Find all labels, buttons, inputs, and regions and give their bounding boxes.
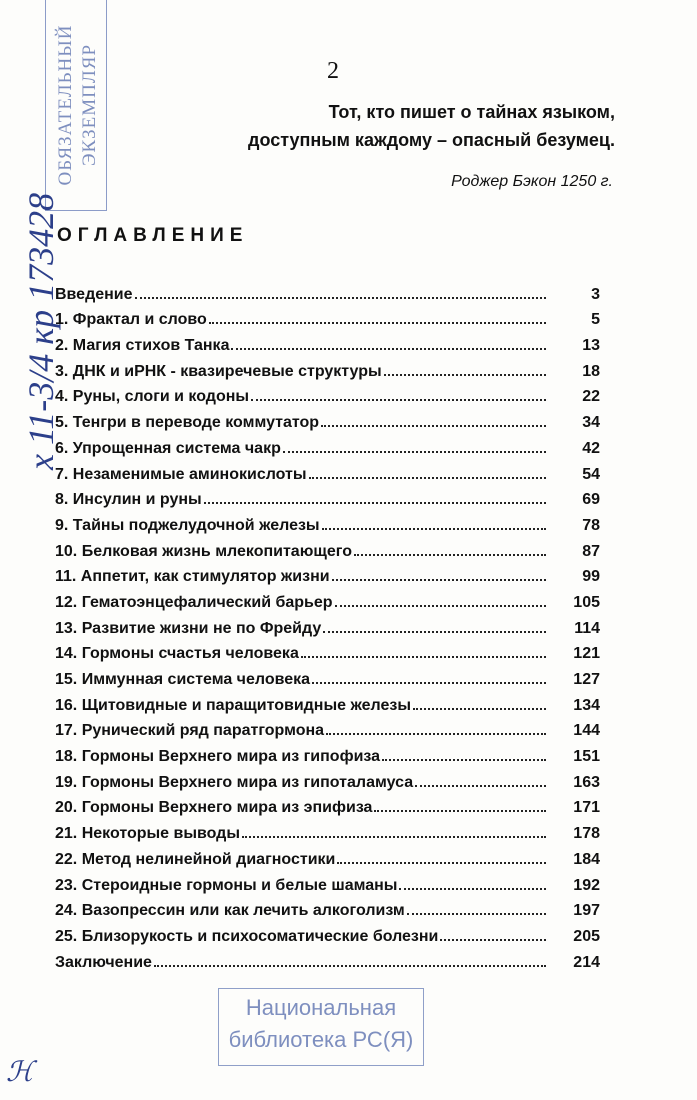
toc-entry-page: 18 [582, 362, 600, 380]
toc-entry-title: 22. Метод нелинейной диагностики [55, 850, 336, 868]
toc-entry-title: 19. Гормоны Верхнего мира из гипоталамуса [55, 773, 414, 791]
toc-entry [55, 458, 600, 484]
toc-dot-leader [384, 374, 546, 376]
toc-entry-title: 24. Вазопрессин или как лечить алкоголизм [55, 902, 405, 920]
library-stamp [218, 988, 424, 1066]
toc-entry-title: 13. Развитие жизни не по Фрейду [55, 619, 322, 637]
toc-entry [55, 509, 600, 535]
stamp-line-1: ОБЯЗАТЕЛЬНЫЙ [55, 24, 76, 186]
toc-entry-title: 8. Инсулин и руны [55, 491, 202, 509]
toc-entry-page: 178 [573, 825, 600, 843]
toc-dot-leader [335, 605, 546, 607]
toc-entry-page: 69 [582, 491, 600, 509]
toc-dot-leader [407, 913, 546, 915]
toc-entry-title: 1. Фрактал и слово [55, 311, 207, 329]
toc-entry-title: 5. Тенгри в переводе коммутатор [55, 414, 320, 432]
toc-entry-title: 21. Некоторые выводы [55, 825, 240, 843]
toc-entry-page: 127 [573, 671, 600, 688]
toc-entry-page: 99 [582, 568, 600, 586]
toc-entry [55, 792, 600, 818]
toc-entry [55, 355, 600, 381]
toc-entry [55, 304, 600, 330]
toc-entry-page: 214 [573, 953, 600, 971]
toc-entry [55, 638, 600, 664]
toc-entry-page: 192 [573, 876, 600, 894]
toc-entry-title: 15. Иммунная система человека [55, 671, 311, 688]
toc-entry [55, 561, 600, 587]
toc-dot-leader [382, 759, 546, 761]
toc-entry-title: 3. ДНК и иРНК - квазиречевые структуры [55, 362, 382, 380]
toc-entry [55, 843, 600, 869]
toc-entry-title: Введение [55, 285, 133, 303]
toc-entry-title: 17. Рунический ряд паратгормона [55, 722, 325, 740]
toc-entry [55, 406, 600, 432]
toc-dot-leader [399, 888, 546, 890]
toc-entry-page: 22 [582, 388, 600, 406]
toc-heading: ОГЛАВЛЕНИЕ [57, 225, 249, 246]
toc-entry-page: 163 [573, 773, 600, 791]
toc-entry [55, 278, 600, 304]
toc-dot-leader [322, 528, 546, 530]
toc-dot-leader [204, 502, 546, 504]
toc-entry-page: 144 [573, 722, 600, 740]
toc-entry [55, 535, 600, 561]
toc-dot-leader [242, 836, 546, 838]
toc-entry [55, 869, 600, 895]
toc-entry-title: 6. Упрощенная система чакр [55, 439, 281, 457]
toc-entry [55, 740, 600, 766]
toc-entry-page: 134 [573, 696, 600, 714]
toc-entry-page: 105 [573, 593, 600, 611]
toc-entry-page: 78 [582, 516, 600, 534]
toc-dot-leader [413, 708, 546, 710]
toc-entry-title: 2. Магия стихов Танка [55, 337, 230, 355]
toc-entry-page: 34 [582, 414, 600, 432]
toc-dot-leader [354, 554, 546, 556]
page-number: 2 [327, 58, 339, 84]
toc-dot-leader [323, 631, 546, 633]
toc-entry [55, 920, 600, 946]
toc-entry-title: 10. Белковая жизнь млекопитающего [55, 542, 352, 560]
toc-entry-title: 12. Гематоэнцефалический барьер [55, 593, 333, 611]
toc-dot-leader [135, 297, 546, 299]
toc-entry-title: Заключение [55, 953, 152, 971]
toc-entry [55, 329, 600, 355]
toc-entry-page: 205 [573, 927, 600, 945]
epigraph-line-2: доступным каждому – опасный безумец. [248, 130, 615, 150]
toc-entry [55, 612, 600, 638]
toc-entry [55, 689, 600, 715]
toc-entry-page: 121 [573, 645, 600, 663]
toc-entry [55, 663, 600, 689]
toc-entry-title: 16. Щитовидные и паращитовидные железы [55, 696, 411, 714]
toc-dot-leader [231, 348, 546, 350]
toc-entry [55, 586, 600, 612]
toc-dot-leader [415, 785, 546, 787]
toc-dot-leader [283, 451, 546, 453]
toc-dot-leader [374, 810, 546, 812]
stamp-line-2: ЭКЗЕМПЛЯР [79, 43, 100, 167]
toc-entry [55, 432, 600, 458]
toc-entry-page: 3 [591, 285, 600, 303]
library-stamp-line-1: Национальная [245, 995, 397, 1020]
toc-entry-page: 171 [573, 799, 600, 817]
toc-entry-page: 114 [574, 619, 600, 637]
toc-entry-page: 13 [582, 337, 600, 355]
toc-dot-leader [309, 477, 546, 479]
toc-entry [55, 484, 600, 510]
mandatory-copy-stamp [45, 0, 107, 211]
toc-dot-leader [326, 733, 546, 735]
toc-dot-leader [301, 656, 546, 658]
toc-entry [55, 381, 600, 407]
toc-entry-title: 20. Гормоны Верхнего мира из эпифиза [55, 799, 373, 817]
toc-entry [55, 766, 600, 792]
toc-entry-page: 197 [573, 902, 600, 920]
toc-entry-page: 184 [573, 850, 600, 868]
epigraph-attribution: Роджер Бэкон 1250 г. [451, 173, 613, 190]
toc-dot-leader [251, 399, 546, 401]
toc-dot-leader [440, 939, 546, 941]
toc-dot-leader [332, 579, 546, 581]
toc-dot-leader [321, 425, 546, 427]
toc-dot-leader [337, 862, 546, 864]
toc-entry [55, 895, 600, 921]
toc-entry-title: 18. Гормоны Верхнего мира из гипофиза [55, 748, 381, 766]
toc-entry-title: 9. Тайны поджелудочной железы [55, 516, 320, 534]
handwritten-mark: ℋ [6, 1057, 34, 1088]
toc-entry [55, 946, 600, 972]
epigraph-line-1: Тот, кто пишет о тайнах языком, [328, 102, 615, 122]
toc-dot-leader [209, 322, 546, 324]
toc-entry-title: 25. Близорукость и психосоматические болезни [55, 927, 439, 945]
library-stamp-line-2: библиотека РС(Я) [228, 1027, 414, 1052]
toc-entry-title: 11. Аппетит, как стимулятор жизни [55, 568, 330, 586]
epigraph [248, 98, 615, 154]
toc-entry [55, 817, 600, 843]
toc-dot-leader [154, 965, 546, 967]
toc-entry-page: 54 [582, 465, 600, 483]
toc-entry-page: 151 [573, 748, 600, 766]
toc-entry-title: 14. Гормоны счастья человека [55, 645, 299, 663]
toc-entry-title: 7. Незаменимые аминокислоты [55, 465, 307, 483]
toc-dot-leader [312, 682, 546, 684]
toc-entry-page: 87 [582, 542, 600, 560]
handwritten-inventory-note: x 11-3/4 кр 173428 [21, 192, 61, 470]
toc-entry-page: 42 [582, 439, 600, 457]
toc-entry-page: 5 [591, 311, 600, 329]
toc-entry [55, 715, 600, 741]
toc-entry-title: 23. Стероидные гормоны и белые шаманы [55, 876, 398, 894]
toc-entry-title: 4. Руны, слоги и кодоны [55, 388, 250, 406]
table-of-contents [55, 278, 600, 972]
